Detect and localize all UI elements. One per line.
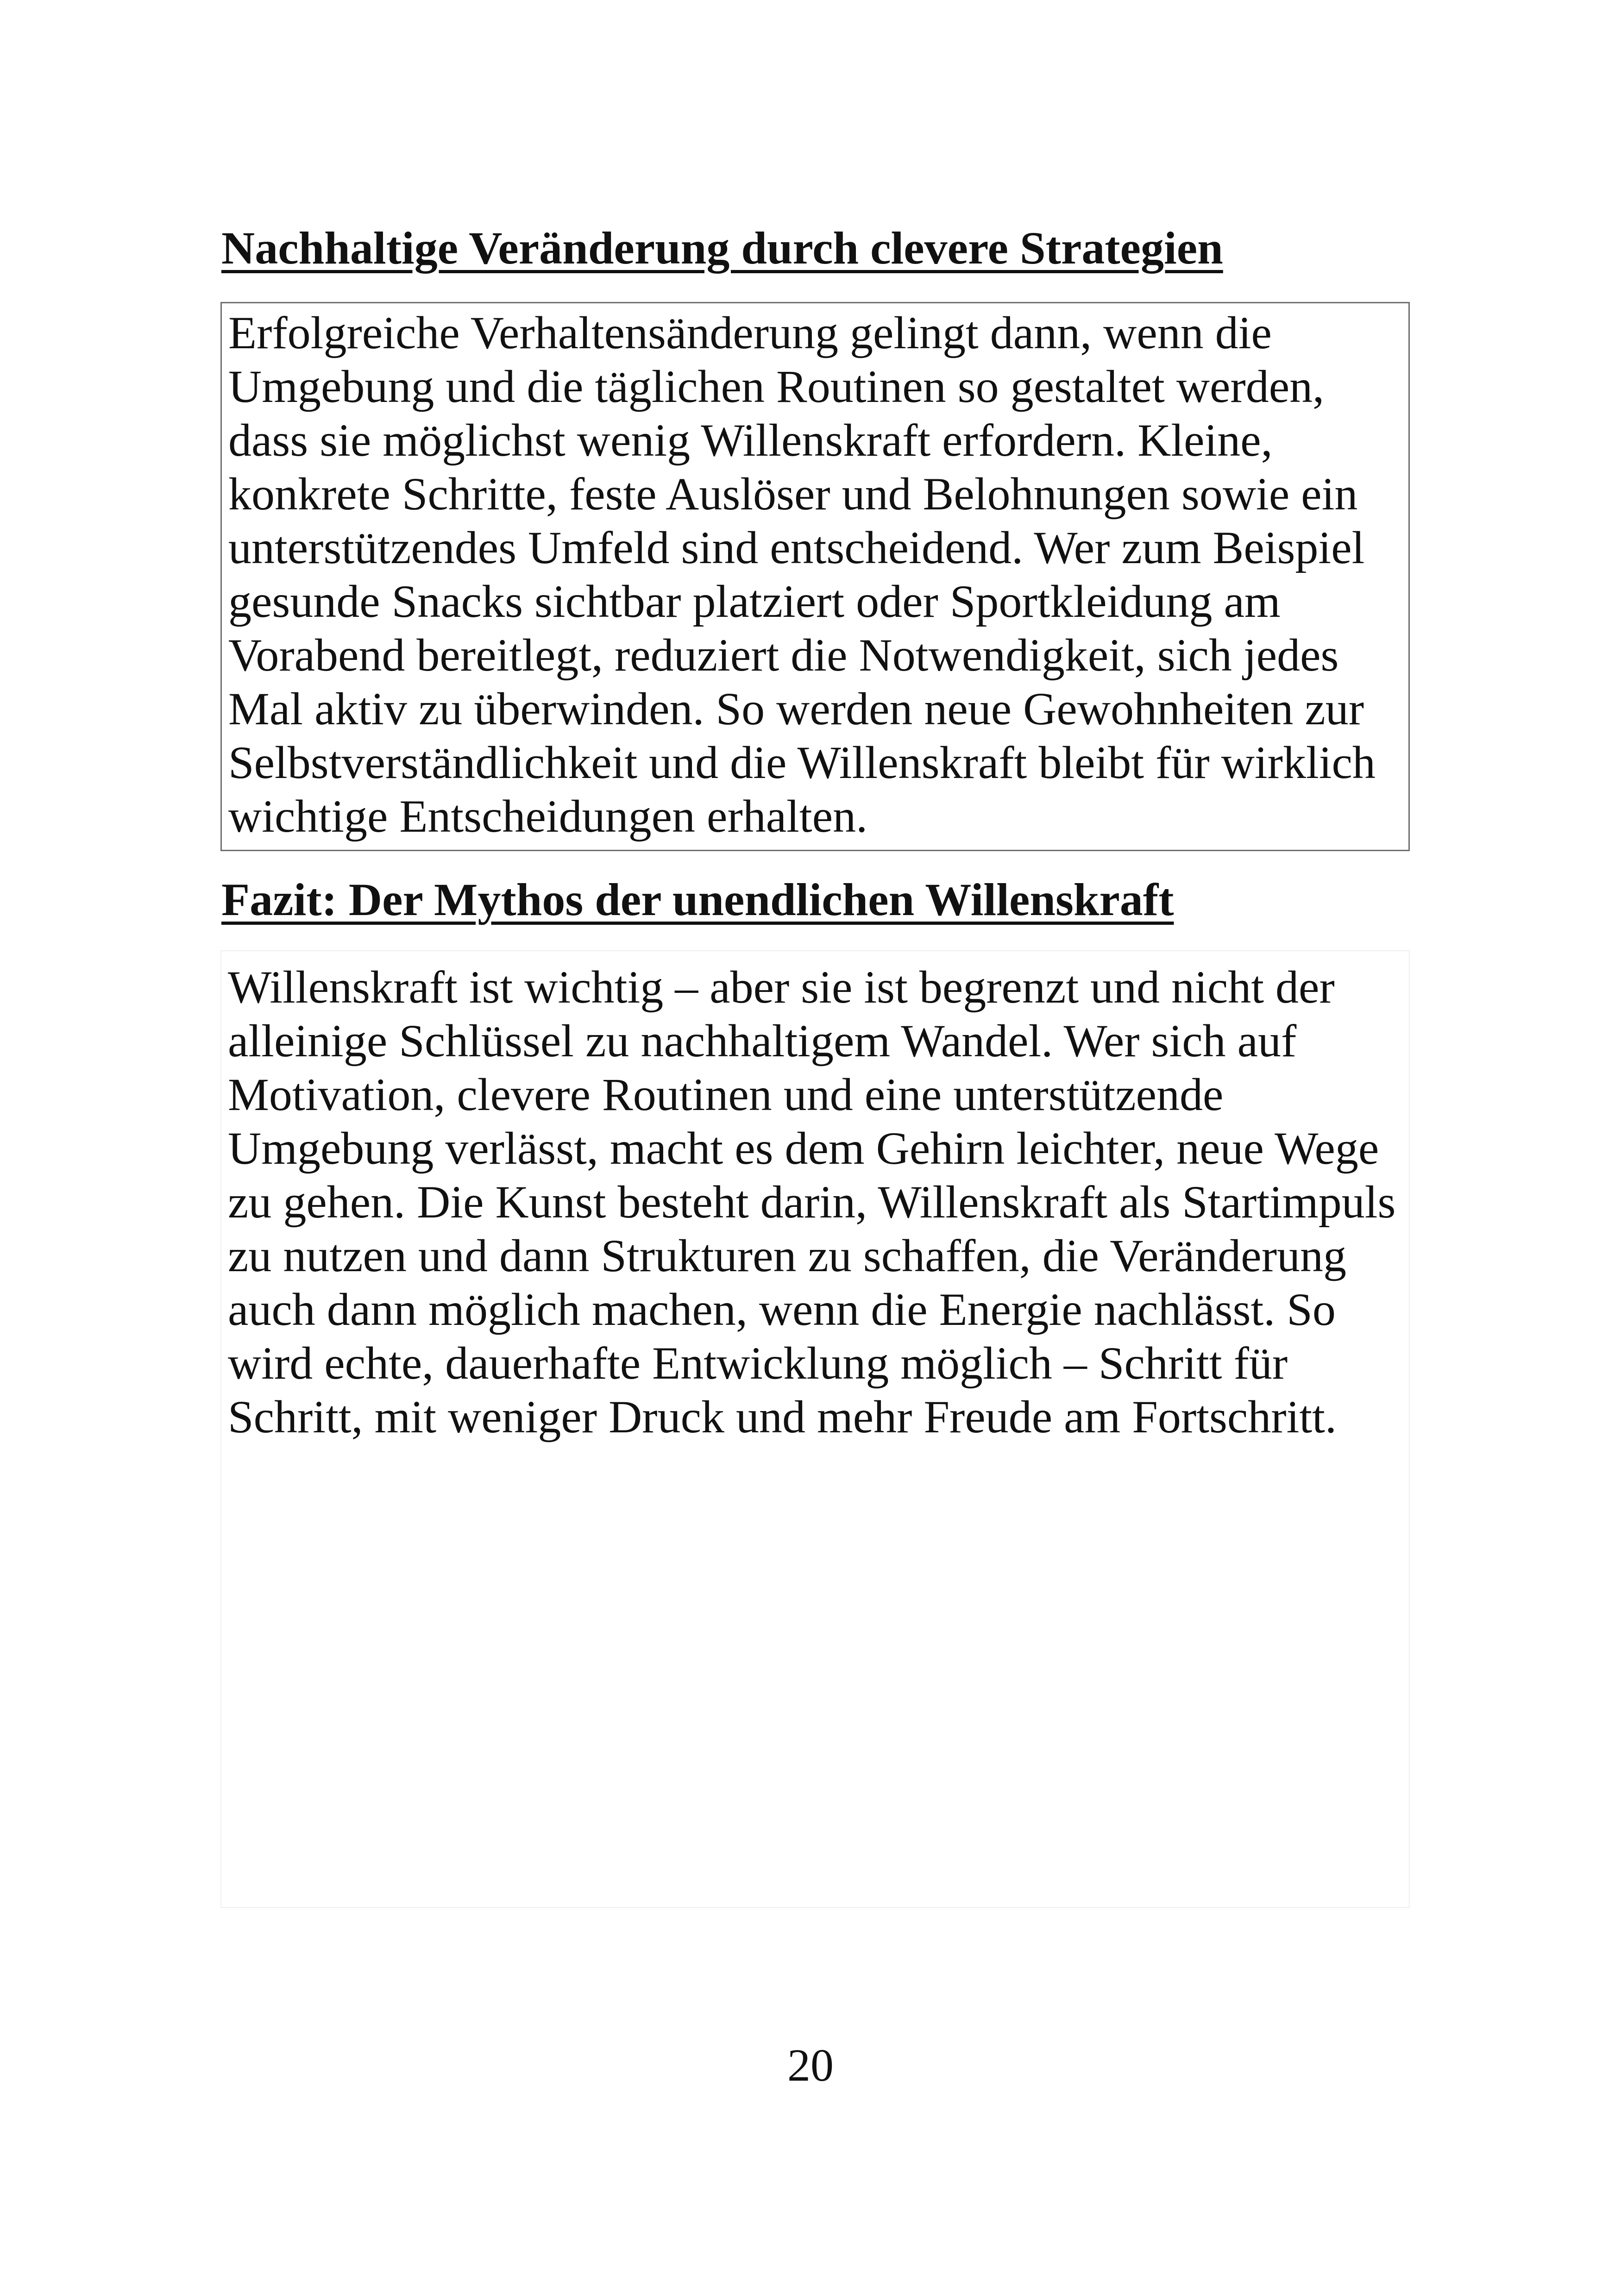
section-heading-conclusion: Fazit: Der Mythos der unendlichen Willenskraft	[221, 874, 1174, 925]
section-heading-strategies: Nachhaltige Veränderung durch clevere Strategien	[221, 222, 1223, 274]
text-box-strategies	[220, 302, 1410, 851]
text-box-conclusion	[220, 950, 1410, 1908]
paragraph-conclusion: Willenskraft ist wichtig – aber sie ist begrenzt und nicht der alleinige Schlüssel zu nachhaltigem Wandel. Wer sich auf Motivation, clevere Routinen und eine unterstützende Umgebung verlässt, macht es dem Gehirn leichter, neue Wege zu gehen. Die Kunst besteht darin, Willenskraft als Startimpuls zu nutzen und dann Strukturen zu schaffen, die Veränderung auch dann möglich machen, wenn die Energie nachlässt. So wird echte, dauerhafte Entwicklung möglich – Schritt für Schritt, mit weniger Druck und mehr Freude am Fortschritt.	[228, 961, 1396, 1443]
paragraph-strategies: Erfolgreiche Verhaltensänderung gelingt dann, wenn die Umgebung und die täglichen Routinen so gestaltet werden, dass sie möglichst wenig Willenskraft erfordern. Kleine, konkrete Schritte, feste Auslöser und Belohnungen sowie ein unterstützendes Umfeld sind entscheidend. Wer zum Beispiel gesunde Snacks sichtbar platziert oder Sportkleidung am Vorabend bereitlegt, reduziert die Notwendigkeit, sich jedes Mal aktiv zu überwinden. So werden neue Gewohnheiten zur Selbstverständlichkeit und die Willenskraft bleibt für wirklich wichtige Entscheidungen erhalten.	[228, 307, 1376, 842]
page-number: 20	[787, 2039, 834, 2091]
